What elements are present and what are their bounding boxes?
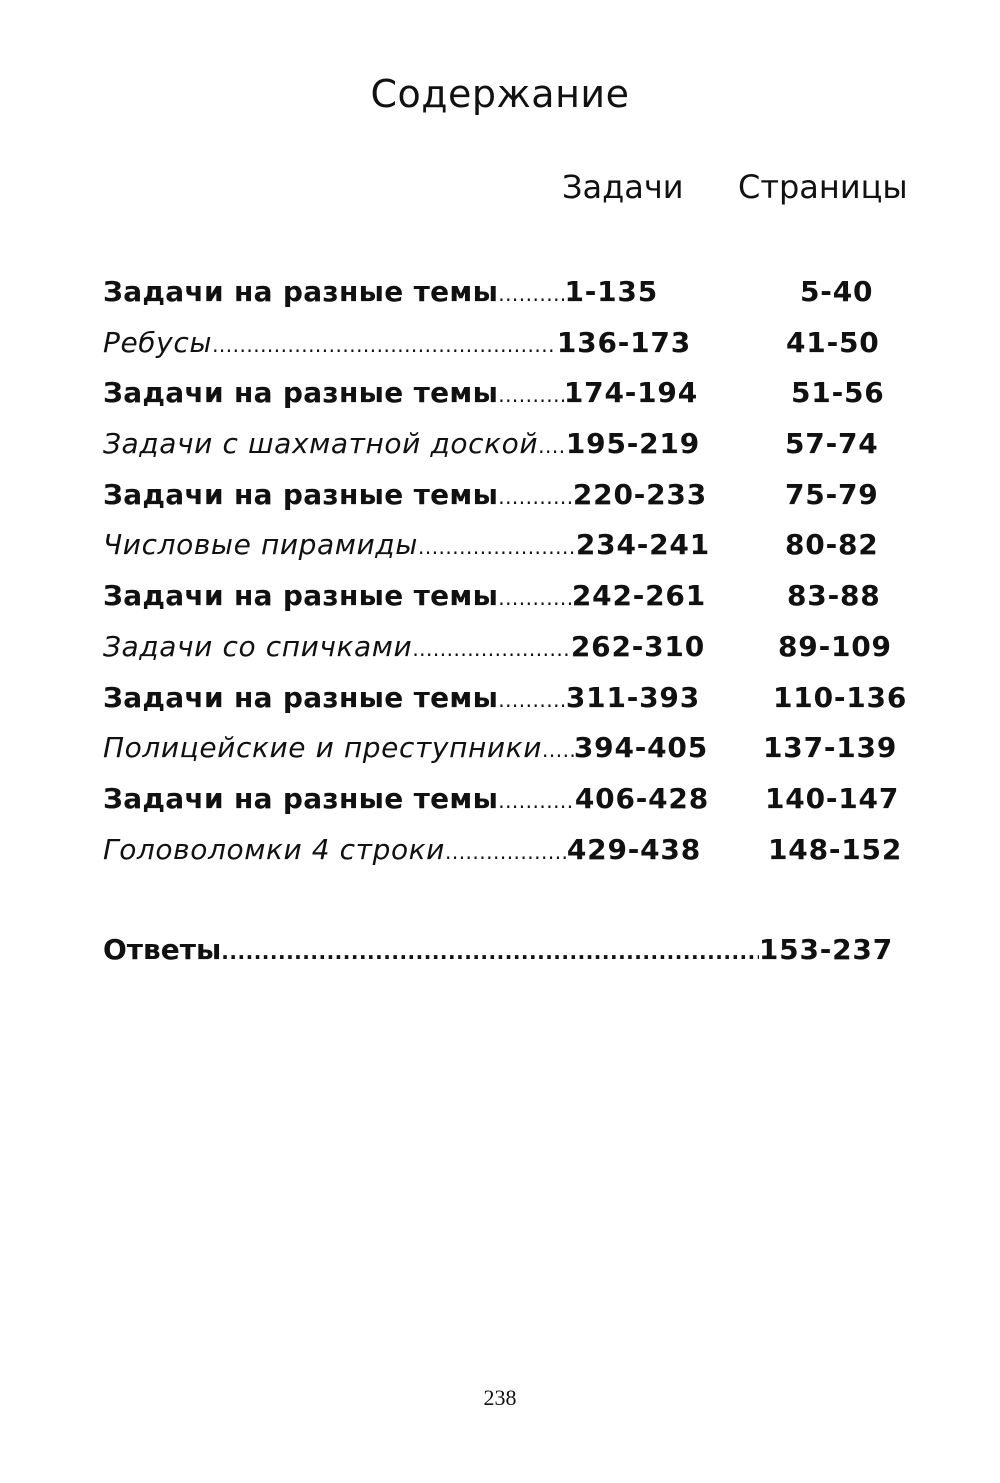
toc-answers-title: Ответы [103, 933, 222, 966]
page-title: Содержание [370, 72, 630, 116]
toc-entry-task-range: 136-173 [556, 325, 691, 359]
toc-entry-page-range: 148-152 [768, 832, 903, 866]
toc-row [103, 528, 903, 579]
toc-entry [103, 731, 708, 764]
toc-row [103, 478, 903, 529]
toc-entry-task-range: 262-310 [570, 629, 705, 663]
dot-leader [412, 635, 571, 663]
toc-entry [103, 427, 700, 460]
toc-entry-title: Полицейские и преступники [103, 731, 542, 765]
toc-row [103, 731, 903, 782]
dot-leader [498, 483, 573, 511]
toc-entry-task-range: 242-261 [571, 579, 706, 613]
toc-entry [103, 782, 709, 815]
dot-leader [445, 838, 567, 866]
page-number: 238 [483, 1385, 517, 1410]
toc-entry-task-range: 220-233 [572, 477, 707, 511]
toc-row [103, 275, 903, 326]
toc-entry [103, 528, 710, 561]
dot-leader [498, 686, 566, 714]
toc-row [103, 376, 903, 427]
toc-row [103, 680, 908, 732]
toc-row [103, 630, 903, 681]
toc-entry-task-range: 394-405 [573, 731, 708, 765]
toc-entry-page-range: 137-139 [763, 731, 898, 765]
toc-entry-page-range: 41-50 [786, 325, 880, 359]
toc-entry-task-range: 234-241 [575, 528, 710, 562]
toc-answers-row [103, 933, 893, 966]
toc-row [103, 427, 903, 478]
toc-entry-title: Головоломки 4 строки [103, 832, 445, 866]
table-of-contents [103, 275, 908, 883]
column-header-tasks: Задачи [562, 168, 684, 206]
toc-entry-page-range: 83-88 [787, 579, 881, 613]
column-header-pages: Страницы [738, 168, 908, 206]
toc-entry-page-range: 110-136 [773, 680, 908, 714]
toc-row [103, 833, 903, 884]
toc-entry-task-range: 429-438 [566, 832, 701, 866]
toc-entry [103, 681, 700, 714]
toc-entry-task-range: 1-135 [564, 275, 658, 308]
toc-entry-page-range: 140-147 [765, 781, 900, 815]
toc-entry-title: Задачи со спичками [103, 629, 413, 663]
dot-leader [221, 938, 759, 966]
toc-entry-page-range: 57-74 [785, 427, 879, 461]
toc-entry-title: Задачи на разные темы [103, 376, 499, 410]
toc-entry-title: Задачи на разные темы [103, 477, 499, 511]
dot-leader [498, 381, 564, 409]
toc-entry-task-range: 311-393 [565, 680, 700, 714]
toc-entry-page-range: 80-82 [785, 528, 879, 562]
toc-entry-title: Задачи на разные темы [103, 781, 499, 815]
toc-answers-pages: 153-237 [758, 933, 893, 966]
toc-entry-title: Задачи на разные темы [103, 579, 499, 613]
toc-entry-task-range: 406-428 [574, 781, 709, 815]
toc-entry [103, 630, 705, 663]
dot-leader [498, 280, 564, 308]
toc-entry [103, 376, 698, 409]
toc-entry-task-range: 174-194 [563, 376, 698, 410]
toc-entry-title: Числовые пирамиды [103, 528, 418, 562]
toc-entry-title: Задачи на разные темы [103, 275, 499, 308]
toc-entry [103, 478, 707, 511]
dot-leader [498, 787, 575, 815]
toc-row [103, 579, 903, 630]
dot-leader [212, 331, 557, 359]
toc-entry [103, 326, 691, 359]
toc-entry-page-range: 89-109 [778, 629, 892, 663]
toc-entry-page-range: 51-56 [791, 376, 885, 410]
toc-entry-title: Ребусы [103, 325, 213, 359]
toc-entry [103, 833, 701, 866]
toc-row [103, 326, 903, 377]
toc-entry-title: Задачи на разные темы [103, 680, 499, 714]
toc-entry [103, 275, 658, 308]
toc-entry-title: Задачи с шахматной доской [103, 427, 539, 461]
toc-row [103, 782, 903, 833]
dot-leader [538, 432, 566, 460]
dot-leader [498, 584, 572, 612]
dot-leader [542, 736, 574, 764]
toc-entry-page-range: 75-79 [785, 477, 879, 511]
toc-entry [103, 579, 706, 612]
toc-entry-task-range: 195-219 [565, 427, 700, 461]
dot-leader [418, 533, 576, 561]
toc-entry-page-range: 5-40 [800, 275, 874, 308]
